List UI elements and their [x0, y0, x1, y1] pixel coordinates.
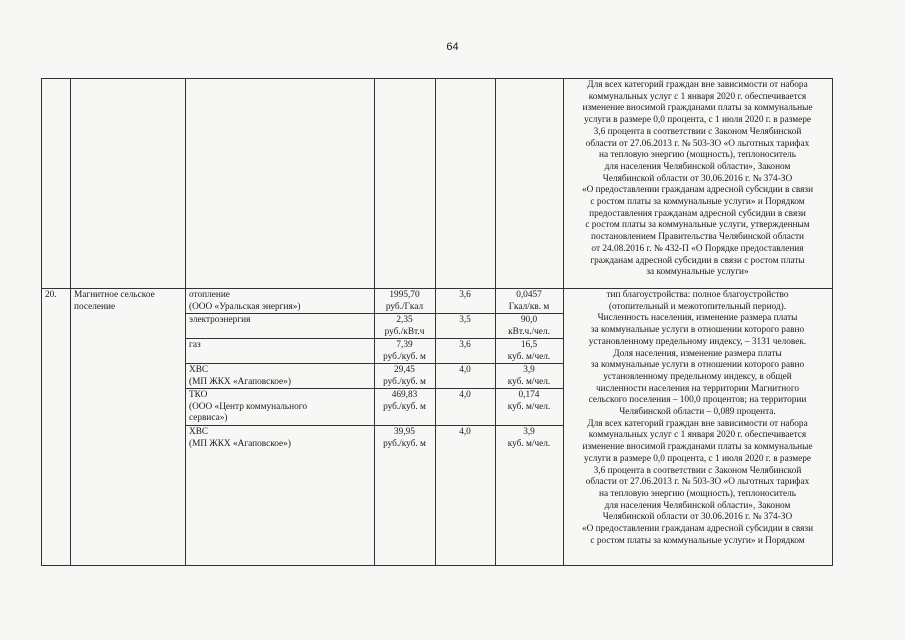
- service-norm: [495, 390, 563, 413]
- service-name: [189, 427, 374, 450]
- text-line: услуги в размере 0,0 процента, с 1 июля 2020 г. в размере: [583, 453, 812, 464]
- row-number: 20.: [45, 290, 57, 300]
- service-name: [189, 365, 374, 388]
- service-name: [189, 315, 374, 327]
- text-line: услуги в размере 0,0 процента, с 1 июля 2020 г. в размере: [583, 115, 812, 126]
- text-line: 29,45: [394, 365, 415, 375]
- text-line: Для всех категорий граждан вне зависимости от набора: [587, 80, 808, 90]
- text-line: 3,9: [523, 365, 535, 375]
- text-line: 4,0: [459, 365, 471, 375]
- text-line: руб./куб. м: [383, 351, 426, 362]
- text-line: электроэнергия: [189, 315, 251, 325]
- text-line: ТКО: [189, 390, 208, 400]
- table-border: [185, 78, 186, 566]
- service-percent: [435, 427, 495, 439]
- text-line: Численность населения, изменение размера платы: [597, 313, 798, 324]
- text-line: области от 27.06.2013 г. № 503-ЗО «О льготных тарифах: [585, 477, 810, 488]
- table-border: [41, 78, 42, 566]
- service-percent: [435, 340, 495, 352]
- text-line: на тепловую энергию (мощность), теплоноситель: [599, 150, 796, 161]
- text-line: Челябинской области от 30.06.2016 г. № 374-ЗО: [602, 512, 793, 523]
- text-line: сервиса»): [189, 413, 228, 424]
- service-tariff: [374, 290, 435, 313]
- service-norm: [495, 365, 563, 388]
- text-line: за коммунальные услуги в отношении которого равно: [590, 325, 805, 336]
- text-line: сельского поселения – 100,0 процентов; на территории: [588, 395, 807, 406]
- text-line: Магнитное сельское: [74, 290, 155, 300]
- text-line: 16,5: [520, 340, 538, 350]
- text-line: от 24.08.2016 г. № 432-П «О Порядке предоставления: [591, 243, 804, 254]
- text-line: 3,6: [459, 290, 471, 300]
- service-norm: [495, 340, 563, 363]
- service-name: [189, 390, 374, 425]
- text-line: руб./Гкал: [385, 301, 424, 312]
- service-norm: [495, 427, 563, 450]
- service-tariff: [374, 315, 435, 338]
- text-line: «О предоставлении гражданам адресной субсидии в связи: [581, 185, 814, 196]
- text-line: изменение вносимой гражданами платы за коммунальные: [582, 103, 813, 114]
- row-divider: [41, 288, 832, 289]
- text-line: 0,0457: [516, 290, 542, 300]
- text-line: 3,6 процента в соответствии с Законом Челябинской: [593, 126, 802, 137]
- text-line: тип благоустройства: полное благоустройство: [606, 290, 789, 300]
- service-name: [189, 340, 374, 352]
- text-line: 4,0: [459, 427, 471, 437]
- service-name: [189, 290, 374, 313]
- service-percent: [435, 315, 495, 327]
- text-line: численности населения на территории Магнитного: [595, 383, 800, 394]
- text-line: области от 27.06.2013 г. № 503-ЗО «О льготных тарифах: [585, 138, 810, 149]
- text-line: с ростом платы за коммунальные услуги» и Порядком: [590, 197, 805, 208]
- service-percent: [435, 365, 495, 377]
- text-line: кВт.ч./чел.: [508, 326, 550, 337]
- text-line: 3,9: [523, 427, 535, 437]
- service-divider: [185, 425, 563, 426]
- text-line: 7,39: [396, 340, 413, 350]
- text-line: «О предоставлении гражданам адресной субсидии в связи: [581, 524, 814, 535]
- text-line: 3,5: [459, 315, 471, 325]
- text-line: Челябинской области – 0,089 процента.: [619, 407, 776, 418]
- text-line: Доля населения, изменение размера платы: [613, 348, 782, 359]
- text-line: с ростом платы за коммунальные услуги, утвержденным: [585, 220, 810, 231]
- text-line: руб./куб. м: [383, 376, 426, 387]
- row20-note: [563, 290, 832, 547]
- text-line: 0,174: [518, 390, 540, 400]
- service-percent: [435, 290, 495, 302]
- text-line: ХВС: [189, 427, 209, 437]
- settlement-name: [74, 290, 155, 313]
- text-line: коммунальных услуг с 1 января 2020 г. обеспечивается: [588, 91, 807, 102]
- text-line: (МП ЖКХ «Агаповское»): [189, 376, 291, 387]
- text-line: поселение: [74, 301, 116, 312]
- text-line: на тепловую энергию (мощность), теплоноситель: [599, 488, 796, 499]
- text-line: куб. м/чел.: [507, 438, 551, 449]
- text-line: руб./кВт.ч: [384, 326, 425, 337]
- text-line: коммунальных услуг с 1 января 2020 г. обеспечивается: [588, 430, 807, 441]
- service-tariff: [374, 365, 435, 388]
- text-line: (ООО «Уральская энергия»): [189, 301, 301, 312]
- service-tariff: [374, 340, 435, 363]
- text-line: 39,95: [394, 427, 415, 437]
- text-line: 469,83: [391, 390, 418, 400]
- text-line: установленному предельному индексу, в общей: [603, 371, 792, 382]
- text-line: постановлением Правительства Челябинской области: [590, 232, 804, 243]
- prev-row-note: [563, 80, 832, 279]
- text-line: 3,6 процента в соответствии с Законом Челябинской: [593, 465, 802, 476]
- text-line: (ООО «Центр коммунального: [189, 401, 308, 412]
- text-line: 90,0: [520, 315, 538, 325]
- text-line: за коммунальные услуги»: [646, 267, 749, 278]
- text-line: куб. м/чел.: [507, 376, 551, 387]
- text-line: предоставления гражданам адресной субсидии в связи: [589, 208, 806, 219]
- text-line: 1995,70: [389, 290, 420, 300]
- text-line: руб./куб. м: [383, 401, 426, 412]
- page-number: 64: [446, 41, 459, 53]
- text-line: ХВС: [189, 365, 209, 375]
- text-line: Гкал/кв. м: [508, 301, 550, 312]
- service-tariff: [374, 390, 435, 413]
- text-line: (МП ЖКХ «Агаповское»): [189, 438, 291, 449]
- text-line: Челябинской области от 30.06.2016 г. № 374-ЗО: [602, 173, 793, 184]
- text-line: 4,0: [459, 390, 471, 400]
- service-tariff: [374, 427, 435, 450]
- text-line: с ростом платы за коммунальные услуги» и Порядком: [590, 535, 805, 546]
- text-line: 2,35: [396, 315, 413, 325]
- text-line: за коммунальные услуги в отношении которого равно: [590, 360, 805, 371]
- service-norm: [495, 290, 563, 313]
- table-border: [41, 565, 832, 566]
- text-line: 3,6: [459, 340, 471, 350]
- text-line: для населения Челябинской области», Законом: [604, 161, 791, 172]
- table-border: [70, 78, 71, 566]
- text-line: изменение вносимой гражданами платы за коммунальные: [582, 442, 813, 453]
- table-border: [41, 78, 832, 79]
- service-norm: [495, 315, 563, 338]
- text-line: куб. м/чел.: [507, 401, 551, 412]
- text-line: газ: [189, 340, 201, 350]
- text-line: руб./куб. м: [383, 438, 426, 449]
- table-border: [832, 78, 833, 566]
- text-line: (отопительный и межотопительный период).: [608, 301, 787, 312]
- text-line: отопление: [189, 290, 230, 300]
- text-line: Для всех категорий граждан вне зависимости от набора: [587, 418, 808, 429]
- text-line: куб. м/чел.: [507, 351, 551, 362]
- text-line: для населения Челябинской области», Законом: [604, 500, 791, 511]
- text-line: гражданам адресной субсидии в связи с ростом платы: [590, 255, 805, 266]
- service-percent: [435, 390, 495, 402]
- text-line: установленному предельному индексу, – 3131 человек.: [588, 336, 807, 347]
